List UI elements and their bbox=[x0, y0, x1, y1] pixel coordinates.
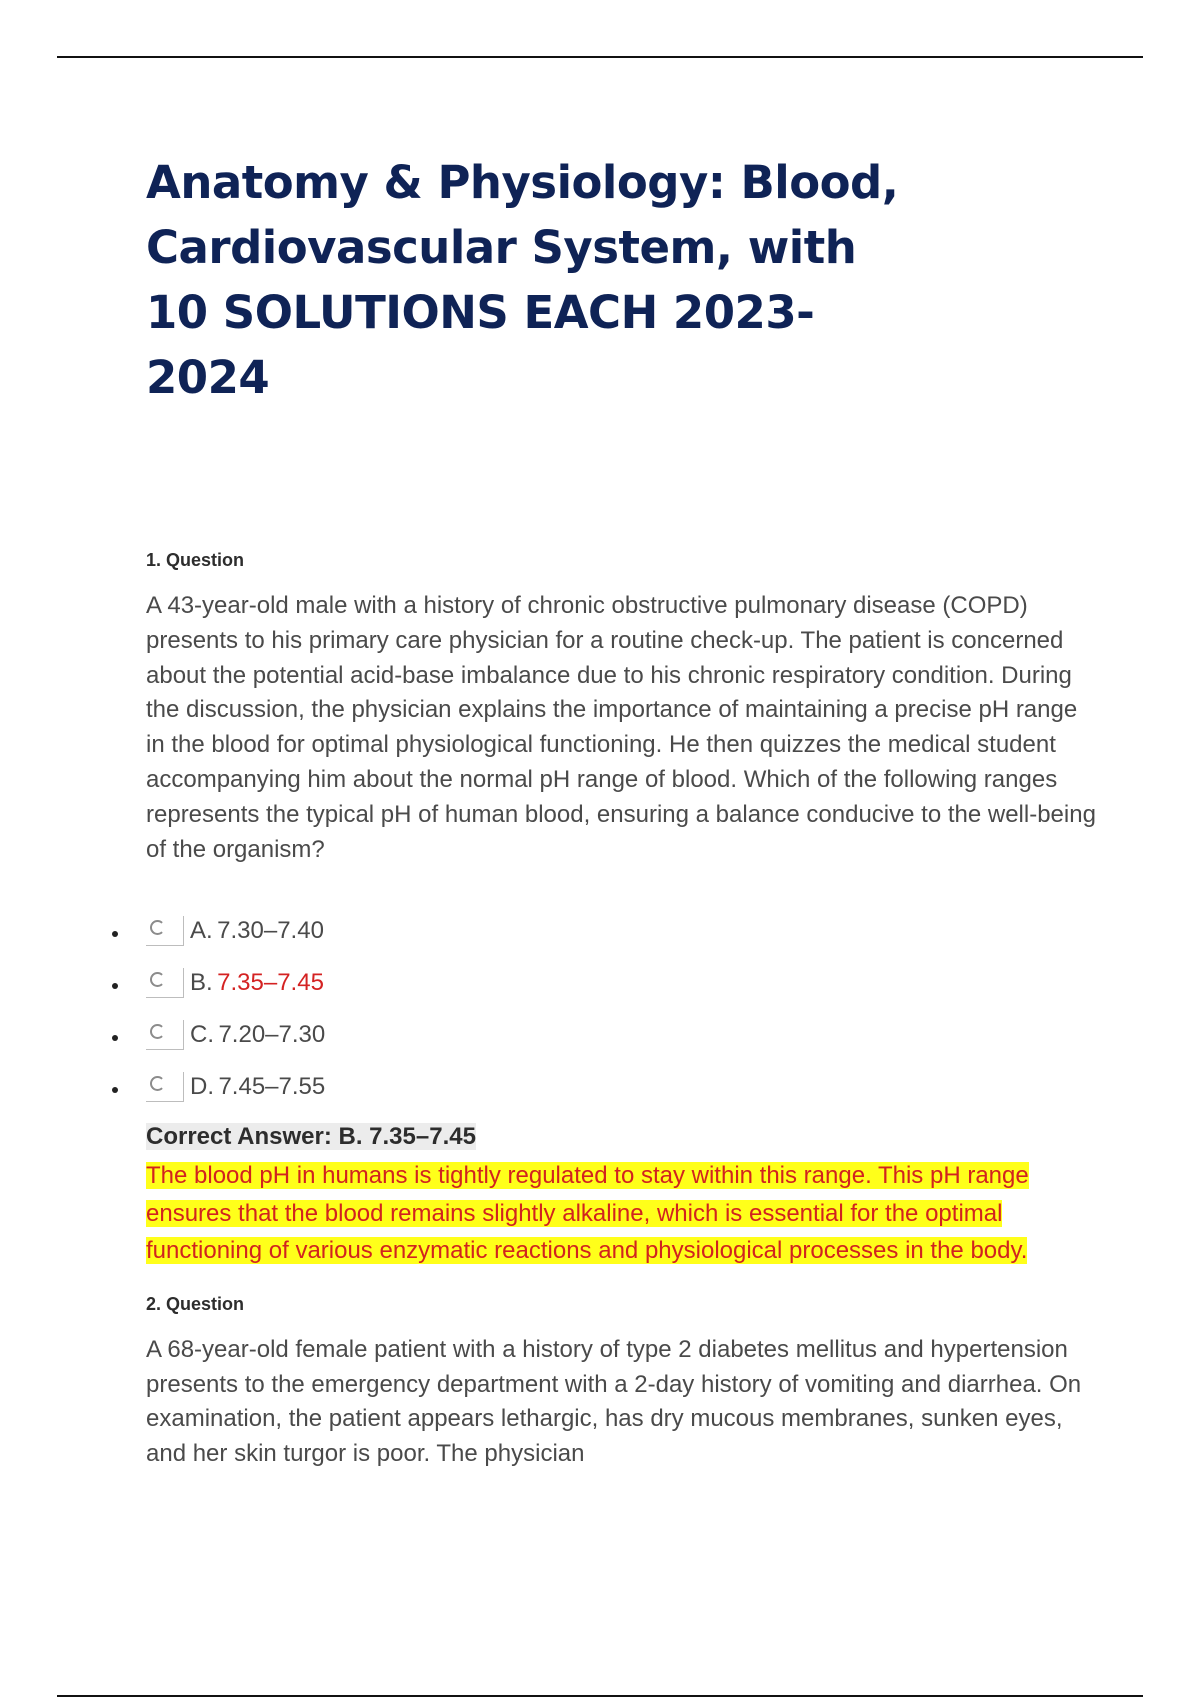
answer-explanation bbox=[146, 1157, 1096, 1270]
option-a[interactable] bbox=[146, 905, 1096, 957]
radio-icon bbox=[150, 920, 165, 935]
answer-options bbox=[146, 905, 1096, 1113]
question-2 bbox=[146, 1294, 1096, 1472]
radio-icon bbox=[150, 1024, 165, 1039]
option-value-correct: 7.35–7.45 bbox=[217, 969, 324, 997]
question-label: 1. Question bbox=[146, 550, 245, 570]
option-b[interactable] bbox=[146, 957, 1096, 1009]
option-value: 7.30–7.40 bbox=[217, 917, 324, 945]
question-label: 2. Question bbox=[146, 1293, 245, 1314]
correct-answer-text: Correct Answer: B. 7.35–7.45 bbox=[146, 1123, 476, 1151]
explanation-text: The blood pH in humans is tightly regulated to stay within this range. This pH range ensures that the blood remains slightly alkaline, which is essential for the optimal functioning of various enzymatic reactions and physiological processes in the body. bbox=[146, 1162, 1029, 1265]
option-value: 7.45–7.55 bbox=[218, 1073, 326, 1101]
radio-button-b[interactable] bbox=[146, 968, 184, 998]
question-text: A 68-year-old female patient with a history of type 2 diabetes mellitus and hypertension presents to the emergency department with a 2-day history of vomiting and diarrhea. On examination, the patient appears lethargic, has dry mucous membranes, sunken eyes, and her skin turgor is poor. The physician bbox=[146, 1335, 1082, 1468]
document-body bbox=[146, 150, 1096, 1472]
top-rule bbox=[57, 56, 1143, 58]
question-1 bbox=[146, 550, 1096, 1270]
option-letter: A. bbox=[190, 917, 213, 945]
question-text: A 43-year-old male with a history of chronic obstructive pulmonary disease (COPD) presents to his primary care physician for a routine check-up. The patient is concerned about the potential acid-base imbalance due to his chronic respiratory condition. During the discussion, the physician explains the importance of maintaining a precise pH range in the blood for optimal physiological functioning. He then quizzes the medical student accompanying him about the normal pH range of blood. Which of the following ranges represents the typical pH of human blood, ensuring a balance conducive to the well-being of the organism? bbox=[146, 592, 1096, 863]
radio-button-a[interactable] bbox=[146, 916, 184, 946]
correct-answer bbox=[146, 1119, 1096, 1155]
radio-button-c[interactable] bbox=[146, 1020, 184, 1050]
option-d[interactable] bbox=[146, 1061, 1096, 1113]
bottom-rule bbox=[57, 1695, 1143, 1697]
option-value: 7.20–7.30 bbox=[218, 1021, 326, 1049]
option-letter: C. bbox=[190, 1021, 214, 1049]
option-letter: D. bbox=[190, 1073, 214, 1101]
radio-icon bbox=[150, 1076, 165, 1091]
radio-button-d[interactable] bbox=[146, 1072, 184, 1102]
radio-icon bbox=[150, 972, 165, 987]
option-letter: B. bbox=[190, 969, 213, 997]
document-title: Anatomy & Physiology: Blood, Cardiovascular System, with 10 SOLUTIONS EACH 2023-2024 bbox=[146, 156, 899, 404]
option-c[interactable] bbox=[146, 1009, 1096, 1061]
